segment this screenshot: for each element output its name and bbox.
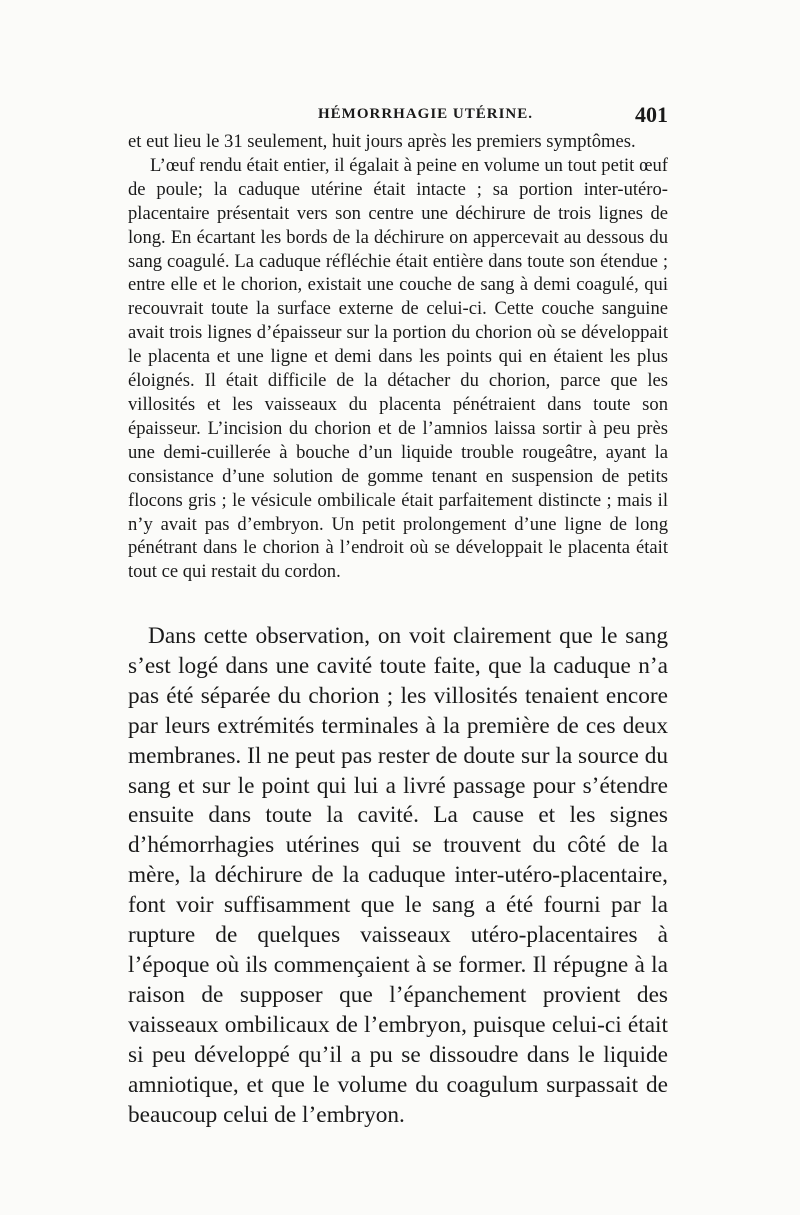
page-header bbox=[128, 102, 668, 132]
running-head: HÉMORRHAGIE UTÉRINE. bbox=[318, 106, 534, 122]
egg-description-paragraph: L’œuf rendu était entier, il égalait à peine en volume un tout petit œuf de poule; la caduque utérine était intacte ; sa portion inter-utéro-placentaire présentait vers son centre une déchirure de trois lignes de long. En écartant les bords de la déchirure on appercevait au dessous du sang coagulé. La caduque réfléchie était entière dans toute son étendue ; entre elle et le chorion, existait une couche de sang à demi coagulé, qui recouvrait toute la surface externe de celui-ci. Cette couche sanguine avait trois lignes d’épaisseur sur la portion du chorion où se développait le placenta et une ligne et demi dans les points qui en étaient les plus éloignés. Il était difficile de la détacher du chorion, parce que les villosités et les vaisseaux du placenta pénétraient dans toute son épaisseur. L’incision du chorion et de l’amnios laissa sortir à peu près une demi-cuillerée à bouche d’un liquide trouble rougeâtre, ayant la consistance d’une solution de gomme tenant en suspension de petits flocons gris ; le vésicule ombilicale était parfaitement distincte ; mais il n’y avait pas d’embryon. Un petit prolongement d’une ligne de long pénétrant dans le chorion à l’endroit où se développait le placenta était tout ce qui restait du cordon. bbox=[128, 154, 668, 583]
continuation-paragraph: et eut lieu le 31 seulement, huit jours après les premiers symptômes. bbox=[128, 131, 636, 152]
commentary-paragraph: Dans cette observation, on voit clairement que le sang s’est logé dans une cavité toute faite, que la caduque n’a pas été séparée du chorion ; les villosités tenaient encore par leurs extrémités terminales à la première de ces deux membranes. Il ne peut pas rester de doute sur la source du sang et sur le point qui lui a livré passage pour s’étendre ensuite dans toute la cavité. La cause et les signes d’hémorrhagies utérines qui se trouvent du côté de la mère, la déchirure de la caduque inter-utéro-placentaire, font voir suffisamment que le sang a été fourni par la rupture de quelques vaisseaux utéro-placentaires à l’époque où ils commençaient à se former. Il répugne à la raison de supposer que l’épanchement provient des vaisseaux ombilicaux de l’embryon, puisque celui-ci était si peu développé qu’il a pu se dissoudre dans le liquide amniotique, et que le volume du coagulum surpassait de beaucoup celui de l’embryon. bbox=[128, 623, 668, 1128]
page-number: 401 bbox=[635, 102, 668, 127]
case-report-block bbox=[128, 130, 668, 584]
commentary-block bbox=[128, 622, 668, 1130]
